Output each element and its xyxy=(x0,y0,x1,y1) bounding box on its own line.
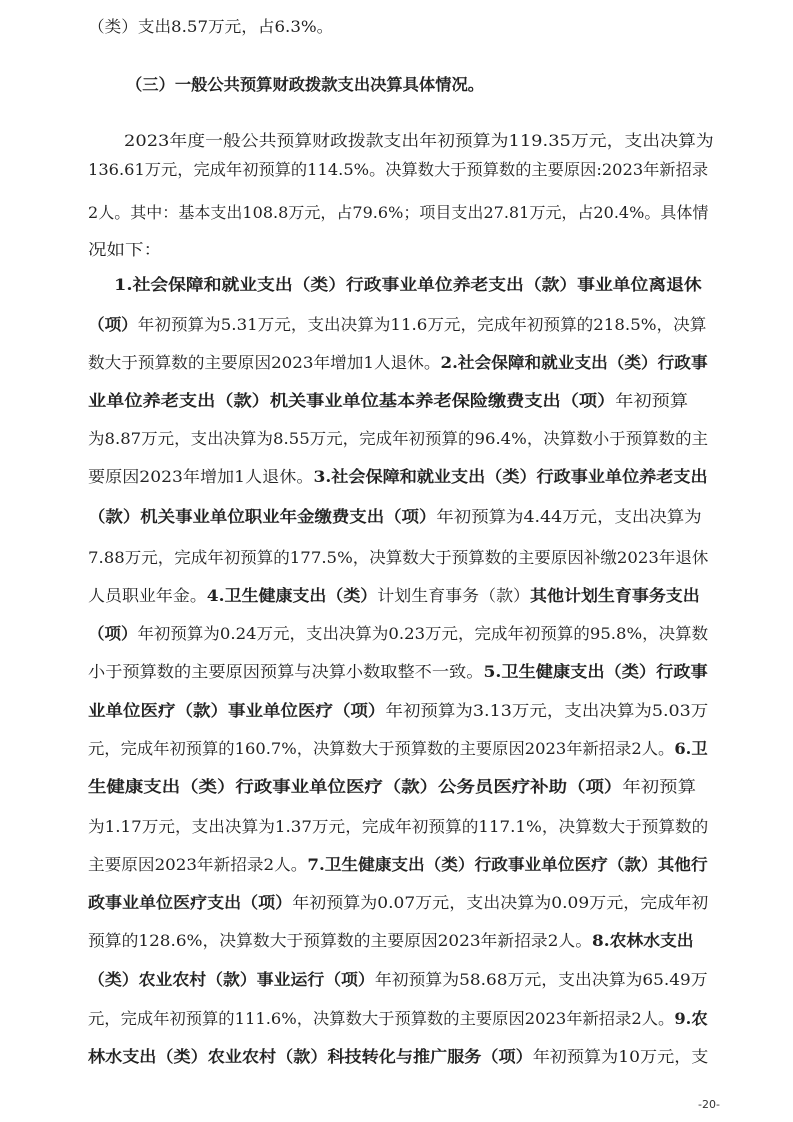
bold-text-segment: 7.卫生健康支出（类）行政事业单位医疗（款）其他行 xyxy=(307,855,708,874)
bold-text-segment: 1.社会保障和就业支出（类）行政事业单位养老支出（款）事业单位离退休 xyxy=(114,275,702,294)
text-line xyxy=(88,1008,708,1030)
text-line xyxy=(88,816,708,838)
text-segment: 年初预算为0.24万元，支出决算为0.23万元，完成年初预算的95.8%，决算数 xyxy=(137,624,709,643)
text-segment: 元，完成年初预算的160.7%，决算数大于预算数的主要原因2023年新招录2人。 xyxy=(88,739,675,758)
bold-text-segment: 其他计划生育事务支出 xyxy=(530,586,700,605)
text-line xyxy=(88,854,708,876)
text-segment: 预算的128.6%，决算数大于预算数的主要原因2023年新招录2人。 xyxy=(88,931,593,950)
text-line xyxy=(88,623,708,645)
bold-text-segment: 9.农 xyxy=(674,1009,708,1028)
text-segment: 年初预算为58.68万元，支出决算为65.49万 xyxy=(374,970,708,989)
text-segment: 主要原因2023年新招录2人。 xyxy=(88,855,308,874)
text-segment: 7.88万元，完成年初预算的177.5%，决算数大于预算数的主要原因补缴2023年退休 xyxy=(88,548,709,567)
text-line xyxy=(88,239,162,261)
page-number: -20- xyxy=(698,1098,720,1111)
bold-text-segment: 8.农林水支出 xyxy=(592,931,694,950)
section-heading xyxy=(126,74,484,96)
text-segment: 为8.87万元，支出决算为8.55万元，完成年初预算的96.4%，决算数小于预算数的主 xyxy=(88,429,709,448)
text-line xyxy=(124,130,714,152)
text-segment: 人员职业年金。 xyxy=(88,586,207,605)
text-segment: 数大于预算数的主要原因2023年增加1人退休。 xyxy=(88,353,441,372)
text-line xyxy=(88,352,708,374)
bold-text-segment: 政事业单位医疗支出（项） xyxy=(88,893,293,912)
text-segment: 2023年度一般公共预算财政拨款支出年初预算为119.35万元，支出决算为 xyxy=(124,131,714,150)
text-segment: 要原因2023年增加1人退休。 xyxy=(88,467,314,486)
text-segment: 小于预算数的主要原因预算与决算小数取整不一致。 xyxy=(88,662,484,681)
bold-text-segment: 业单位医疗（款）事业单位医疗（项） xyxy=(88,701,386,720)
text-segment: 年初预算为3.13万元，支出决算为5.03万 xyxy=(385,701,709,720)
bold-text-segment: 6.卫 xyxy=(674,739,708,758)
text-line xyxy=(88,892,708,914)
text-segment: 年初预算为0.07万元，支出决算为0.09万元，完成年初 xyxy=(292,893,709,912)
bold-text-segment: 生健康支出（类）行政事业单位医疗（款）公务员医疗补助（项） xyxy=(88,777,623,796)
bold-text-segment: （款）机关事业单位职业年金缴费支出（项） xyxy=(88,507,437,526)
text-line xyxy=(88,661,708,683)
bold-text-segment: 林水支出（类）农业农村（款）科技转化与推广服务（项） xyxy=(88,1047,533,1066)
text-segment: 年初预算为4.44万元，支出决算为 xyxy=(436,507,702,526)
text-segment: 2人。其中：基本支出108.8万元，占79.6%；项目支出27.81万元，占20.4%。具体情 xyxy=(88,203,709,222)
text-line xyxy=(88,506,702,528)
bold-text-segment: 4.卫生健康支出（类） xyxy=(206,586,378,605)
text-segment: 年初预算 xyxy=(622,777,697,796)
bold-text-segment: 5.卫生健康支出（类）行政事 xyxy=(483,662,708,681)
text-segment: 况如下： xyxy=(88,240,163,259)
text-line xyxy=(88,700,708,722)
text-line xyxy=(88,776,696,798)
text-line xyxy=(88,738,708,760)
text-segment: 年初预算为5.31万元，支出决算为11.6万元，完成年初预算的218.5%，决算 xyxy=(137,315,707,334)
text-line xyxy=(88,969,708,991)
text-line xyxy=(88,159,708,181)
text-segment: 为1.17万元，支出决算为1.37万元，完成年初预算的117.1%，决算数大于预算数的 xyxy=(88,817,709,836)
text-line xyxy=(88,1046,708,1068)
text-line xyxy=(88,585,700,607)
text-segment: 年初预算为10万元，支 xyxy=(532,1047,709,1066)
bold-text-segment: （类）农业农村（款）事业运行（项） xyxy=(88,970,375,989)
bold-text-segment: （项） xyxy=(88,315,138,334)
text-segment: 136.61万元，完成年初预算的114.5%。决算数大于预算数的主要原因:2023年新招录 xyxy=(88,160,709,179)
bold-text-segment: 3.社会保障和就业支出（类）行政事业单位养老支出 xyxy=(313,467,708,486)
text-segment: 元，完成年初预算的111.6%，决算数大于预算数的主要原因2023年新招录2人。 xyxy=(88,1009,675,1028)
text-segment: 年初预算 xyxy=(615,391,689,410)
text-line xyxy=(88,16,333,38)
text-line xyxy=(88,466,708,488)
bold-text-segment: 2.社会保障和就业支出（类）行政事 xyxy=(440,353,708,372)
bold-text-segment: 业单位养老支出（款）机关事业单位基本养老保险缴费支出（项） xyxy=(88,391,616,410)
text-line xyxy=(88,202,708,224)
text-line xyxy=(114,274,702,296)
text-line xyxy=(88,547,708,569)
text-line xyxy=(88,314,706,336)
text-segment: 计划生育事务（款） xyxy=(377,586,531,605)
text-line xyxy=(88,930,694,952)
text-line xyxy=(88,390,688,412)
text-segment: （类）支出8.57万元，占6.3%。 xyxy=(88,17,334,36)
text-line xyxy=(88,428,708,450)
bold-text-segment: （项） xyxy=(88,624,138,643)
bold-text-segment: （三）一般公共预算财政拨款支出决算具体情况。 xyxy=(126,75,485,94)
